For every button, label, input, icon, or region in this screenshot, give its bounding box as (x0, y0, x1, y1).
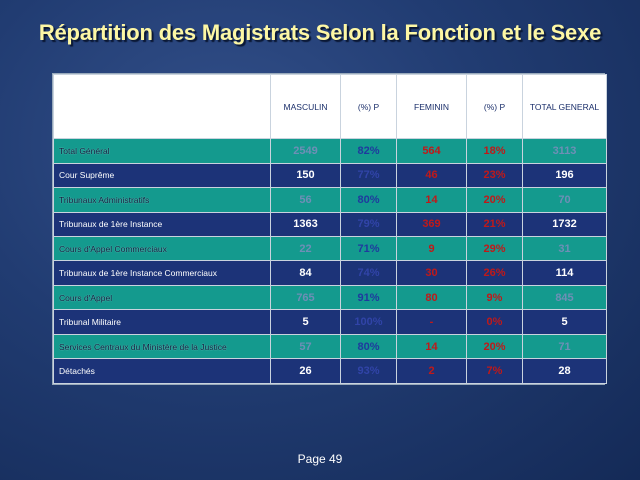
row-label: Cours d'Appel (54, 285, 271, 309)
total-cell: 3113 (523, 139, 607, 163)
feminin-cell: 564 (397, 139, 467, 163)
masculin-cell: 57 (271, 334, 341, 358)
masculin-pct-cell: 80% (341, 334, 397, 358)
masculin-pct-cell: 80% (341, 188, 397, 212)
feminin-cell: 369 (397, 212, 467, 236)
table-row (54, 188, 607, 212)
table-row (54, 163, 607, 187)
slide-title: Répartition des Magistrats Selon la Fonction et le Sexe (38, 20, 602, 45)
row-label: Tribunaux Administratifs (54, 188, 271, 212)
total-cell: 70 (523, 188, 607, 212)
header-feminin-pct: (%) P (467, 75, 523, 139)
table-row (54, 236, 607, 260)
row-label: Détachés (54, 359, 271, 384)
feminin-pct-cell: 20% (467, 334, 523, 358)
feminin-cell: 80 (397, 285, 467, 309)
table-row (54, 261, 607, 285)
total-cell: 114 (523, 261, 607, 285)
feminin-cell: 2 (397, 359, 467, 384)
total-cell: 71 (523, 334, 607, 358)
feminin-cell: 14 (397, 334, 467, 358)
row-label: Tribunal Militaire (54, 310, 271, 334)
feminin-pct-cell: 9% (467, 285, 523, 309)
feminin-pct-cell: 0% (467, 310, 523, 334)
row-label: Cours d'Appel Commerciaux (54, 236, 271, 260)
feminin-pct-cell: 20% (467, 188, 523, 212)
row-label: Total Général (54, 139, 271, 163)
feminin-pct-cell: 7% (467, 359, 523, 384)
table-row (54, 139, 607, 163)
row-label: Services Centraux du Ministère de la Justice (54, 334, 271, 358)
total-cell: 196 (523, 163, 607, 187)
masculin-cell: 5 (271, 310, 341, 334)
header-feminin: FEMININ (397, 75, 467, 139)
feminin-cell: 30 (397, 261, 467, 285)
masculin-pct-cell: 82% (341, 139, 397, 163)
total-cell: 1732 (523, 212, 607, 236)
total-cell: 28 (523, 359, 607, 384)
row-label: Tribunaux de 1ère Instance (54, 212, 271, 236)
masculin-pct-cell: 74% (341, 261, 397, 285)
table-row (54, 334, 607, 358)
total-cell: 845 (523, 285, 607, 309)
page-number: Page 49 (297, 452, 343, 466)
row-label: Tribunaux de 1ère Instance Commerciaux (54, 261, 271, 285)
table-row (54, 212, 607, 236)
masculin-pct-cell: 77% (341, 163, 397, 187)
masculin-pct-cell: 79% (341, 212, 397, 236)
masculin-cell: 150 (271, 163, 341, 187)
masculin-cell: 2549 (271, 139, 341, 163)
masculin-cell: 84 (271, 261, 341, 285)
feminin-pct-cell: 26% (467, 261, 523, 285)
total-cell: 31 (523, 236, 607, 260)
masculin-cell: 22 (271, 236, 341, 260)
masculin-cell: 1363 (271, 212, 341, 236)
feminin-pct-cell: 23% (467, 163, 523, 187)
masculin-cell: 765 (271, 285, 341, 309)
table-header-row (54, 75, 607, 139)
total-cell: 5 (523, 310, 607, 334)
masculin-pct-cell: 91% (341, 285, 397, 309)
table-row (54, 285, 607, 309)
masculin-pct-cell: 71% (341, 236, 397, 260)
feminin-cell: 46 (397, 163, 467, 187)
header-masculin: MASCULIN (271, 75, 341, 139)
feminin-cell: - (397, 310, 467, 334)
masculin-cell: 26 (271, 359, 341, 384)
magistrates-table (52, 73, 605, 385)
header-corner (54, 75, 271, 139)
feminin-pct-cell: 29% (467, 236, 523, 260)
masculin-cell: 56 (271, 188, 341, 212)
header-total: TOTAL GENERAL (523, 75, 607, 139)
row-label: Cour Suprême (54, 163, 271, 187)
feminin-pct-cell: 21% (467, 212, 523, 236)
masculin-pct-cell: 100% (341, 310, 397, 334)
table-row (54, 310, 607, 334)
table-row (54, 359, 607, 384)
feminin-pct-cell: 18% (467, 139, 523, 163)
header-masculin-pct: (%) P (341, 75, 397, 139)
feminin-cell: 9 (397, 236, 467, 260)
feminin-cell: 14 (397, 188, 467, 212)
masculin-pct-cell: 93% (341, 359, 397, 384)
